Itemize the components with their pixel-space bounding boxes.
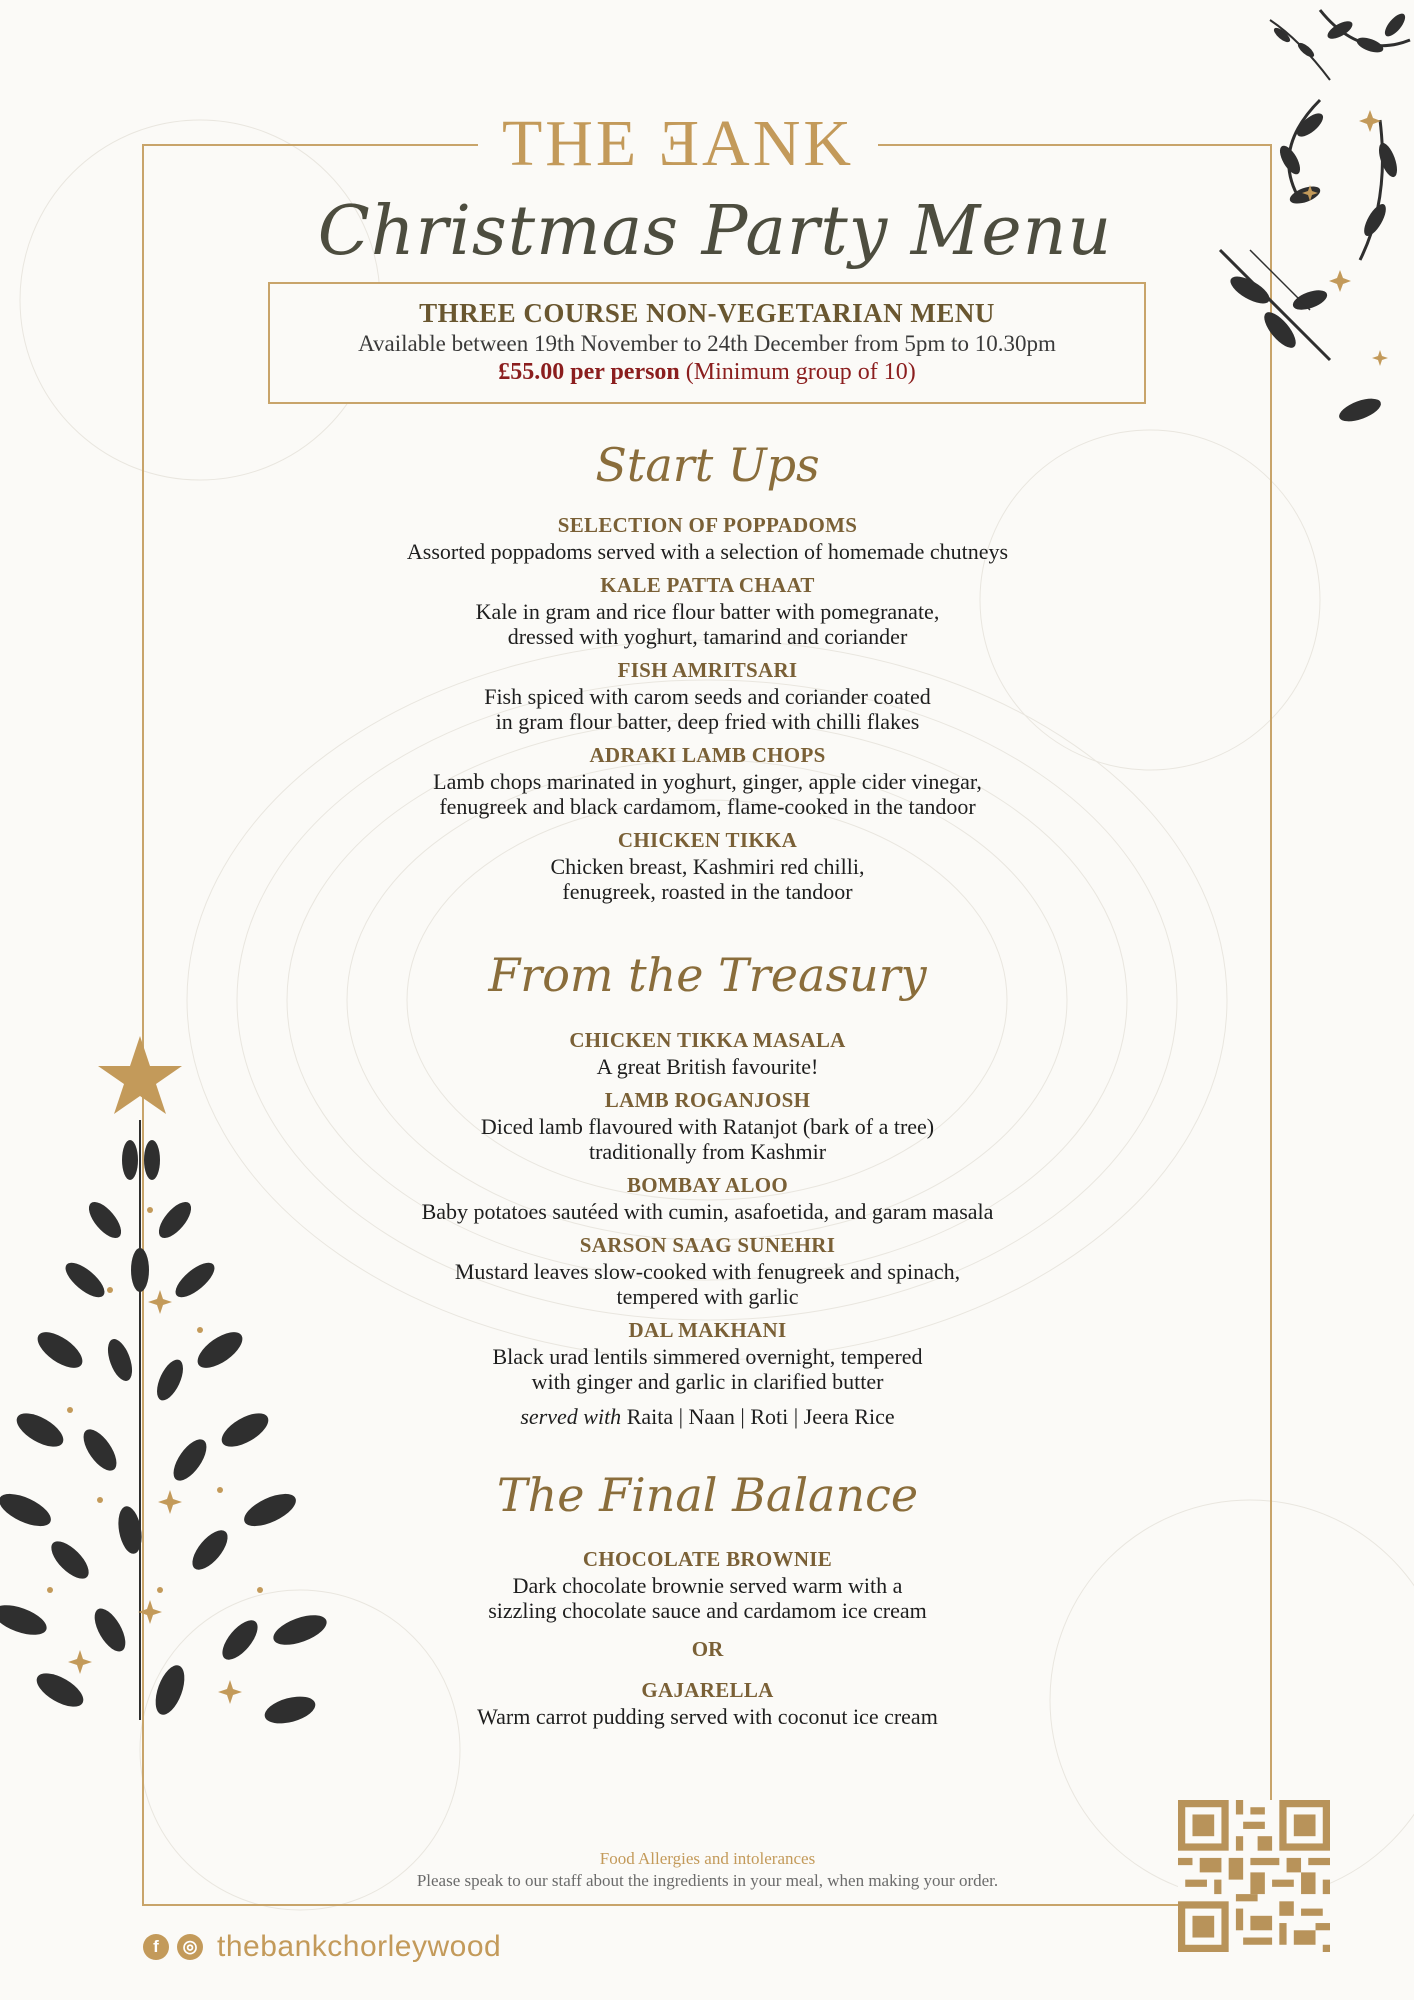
menu-type-heading: THREE COURSE NON-VEGETARIAN MENU — [419, 298, 995, 328]
menu-item — [300, 656, 1115, 734]
allergy-title: Food Allergies and intolerances — [599, 1849, 816, 1868]
page-title: Christmas Party Menu — [317, 192, 1113, 271]
menu-item — [300, 511, 1115, 564]
dish-name: CHICKEN TIKKA — [617, 828, 798, 852]
menu-info-box — [268, 282, 1146, 404]
menu-item — [300, 1231, 1115, 1309]
dish-name: SARSON SAAG SUNEHRI — [579, 1233, 836, 1257]
dish-description: Dark chocolate brownie served warm with a sizzling chocolate sauce and cardamom ice cream — [488, 1573, 927, 1623]
dish-description: Baby potatoes sautéed with cumin, asafoetida, and garam masala — [421, 1199, 994, 1224]
allergy-text: Please speak to our staff about the ingredients in your meal, when making your order. — [416, 1871, 999, 1890]
qr-code-icon[interactable] — [1178, 1800, 1330, 1952]
menu-item — [300, 1545, 1115, 1623]
dish-description: Kale in gram and rice flour batter with pomegranate, dressed with yoghurt, tamarind and coriander — [475, 599, 940, 649]
price-line — [270, 359, 1144, 386]
minimum-group: (Minimum group of 10) — [679, 359, 916, 385]
dish-description: Mustard leaves slow-cooked with fenugreek and spinach, tempered with garlic — [454, 1259, 961, 1309]
section-title-desserts: The Final Balance — [496, 1468, 919, 1522]
price: £55.00 per person — [498, 359, 680, 385]
dish-name: CHOCOLATE BROWNIE — [582, 1547, 833, 1571]
dish-name: LAMB ROGANJOSH — [604, 1088, 811, 1112]
allergy-notice — [300, 1848, 1115, 1892]
desserts-list — [300, 1545, 1115, 1736]
instagram-icon[interactable]: ◎ — [177, 1934, 203, 1960]
starters-list — [300, 511, 1115, 911]
dish-name: GAJARELLA — [641, 1678, 774, 1702]
dish-description: Warm carrot pudding served with coconut ice cream — [477, 1704, 938, 1729]
menu-item — [300, 1676, 1115, 1729]
foliage-decoration-icon — [1210, 0, 1414, 440]
dish-description: Black urad lentils simmered overnight, tempered with ginger and garlic in clarified butter — [492, 1344, 923, 1394]
dish-description: Diced lamb flavoured with Ratanjot (bark of a tree) traditionally from Kashmir — [480, 1114, 935, 1164]
social-handle[interactable]: thebankchorleywood — [217, 1930, 502, 1963]
dish-name: KALE PATTA CHAAT — [600, 573, 815, 597]
dish-name: DAL MAKHANI — [628, 1318, 787, 1342]
dish-name: BOMBAY ALOO — [626, 1173, 789, 1197]
dish-description: Assorted poppadoms served with a selection of homemade chutneys — [406, 539, 1009, 564]
dish-description: Chicken breast, Kashmiri red chilli, fenugreek, roasted in the tandoor — [550, 854, 865, 904]
section-title-starters: Start Ups — [595, 438, 820, 492]
dish-description: Fish spiced with carom seeds and coriander coated in gram flour batter, deep fried with chilli flakes — [484, 684, 931, 734]
dish-description: Lamb chops marinated in yoghurt, ginger, apple cider vinegar, fenugreek and black cardamom, flame-cooked in the tandoor — [433, 769, 982, 819]
menu-item — [300, 1171, 1115, 1224]
mains-list — [300, 1026, 1115, 1430]
facebook-icon[interactable]: f — [143, 1934, 169, 1960]
menu-item — [300, 571, 1115, 649]
served-with-items: Raita | Naan | Roti | Jeera Rice — [621, 1404, 895, 1429]
dish-name: SELECTION OF POPPADOMS — [557, 513, 858, 537]
menu-item — [300, 741, 1115, 819]
brand-logo: THE ƎANK — [478, 104, 878, 184]
dish-name: CHICKEN TIKKA MASALA — [569, 1028, 846, 1052]
menu-item — [300, 1086, 1115, 1164]
menu-item — [300, 826, 1115, 904]
or-divider: OR — [691, 1637, 724, 1661]
menu-item — [300, 1026, 1115, 1079]
menu-item — [300, 1316, 1115, 1394]
served-with-label: served with — [520, 1404, 622, 1429]
availability-text: Available between 19th November to 24th December from 5pm to 10.30pm — [358, 331, 1056, 356]
served-with-line — [300, 1404, 1115, 1430]
dish-name: ADRAKI LAMB CHOPS — [589, 743, 826, 767]
dish-description: A great British favourite! — [596, 1054, 819, 1079]
social-links — [143, 1930, 501, 1964]
christmas-tree-icon — [0, 1030, 370, 1760]
dish-name: FISH AMRITSARI — [617, 658, 798, 682]
tree-star-icon — [98, 1036, 182, 1114]
section-title-mains: From the Treasury — [488, 948, 927, 1002]
